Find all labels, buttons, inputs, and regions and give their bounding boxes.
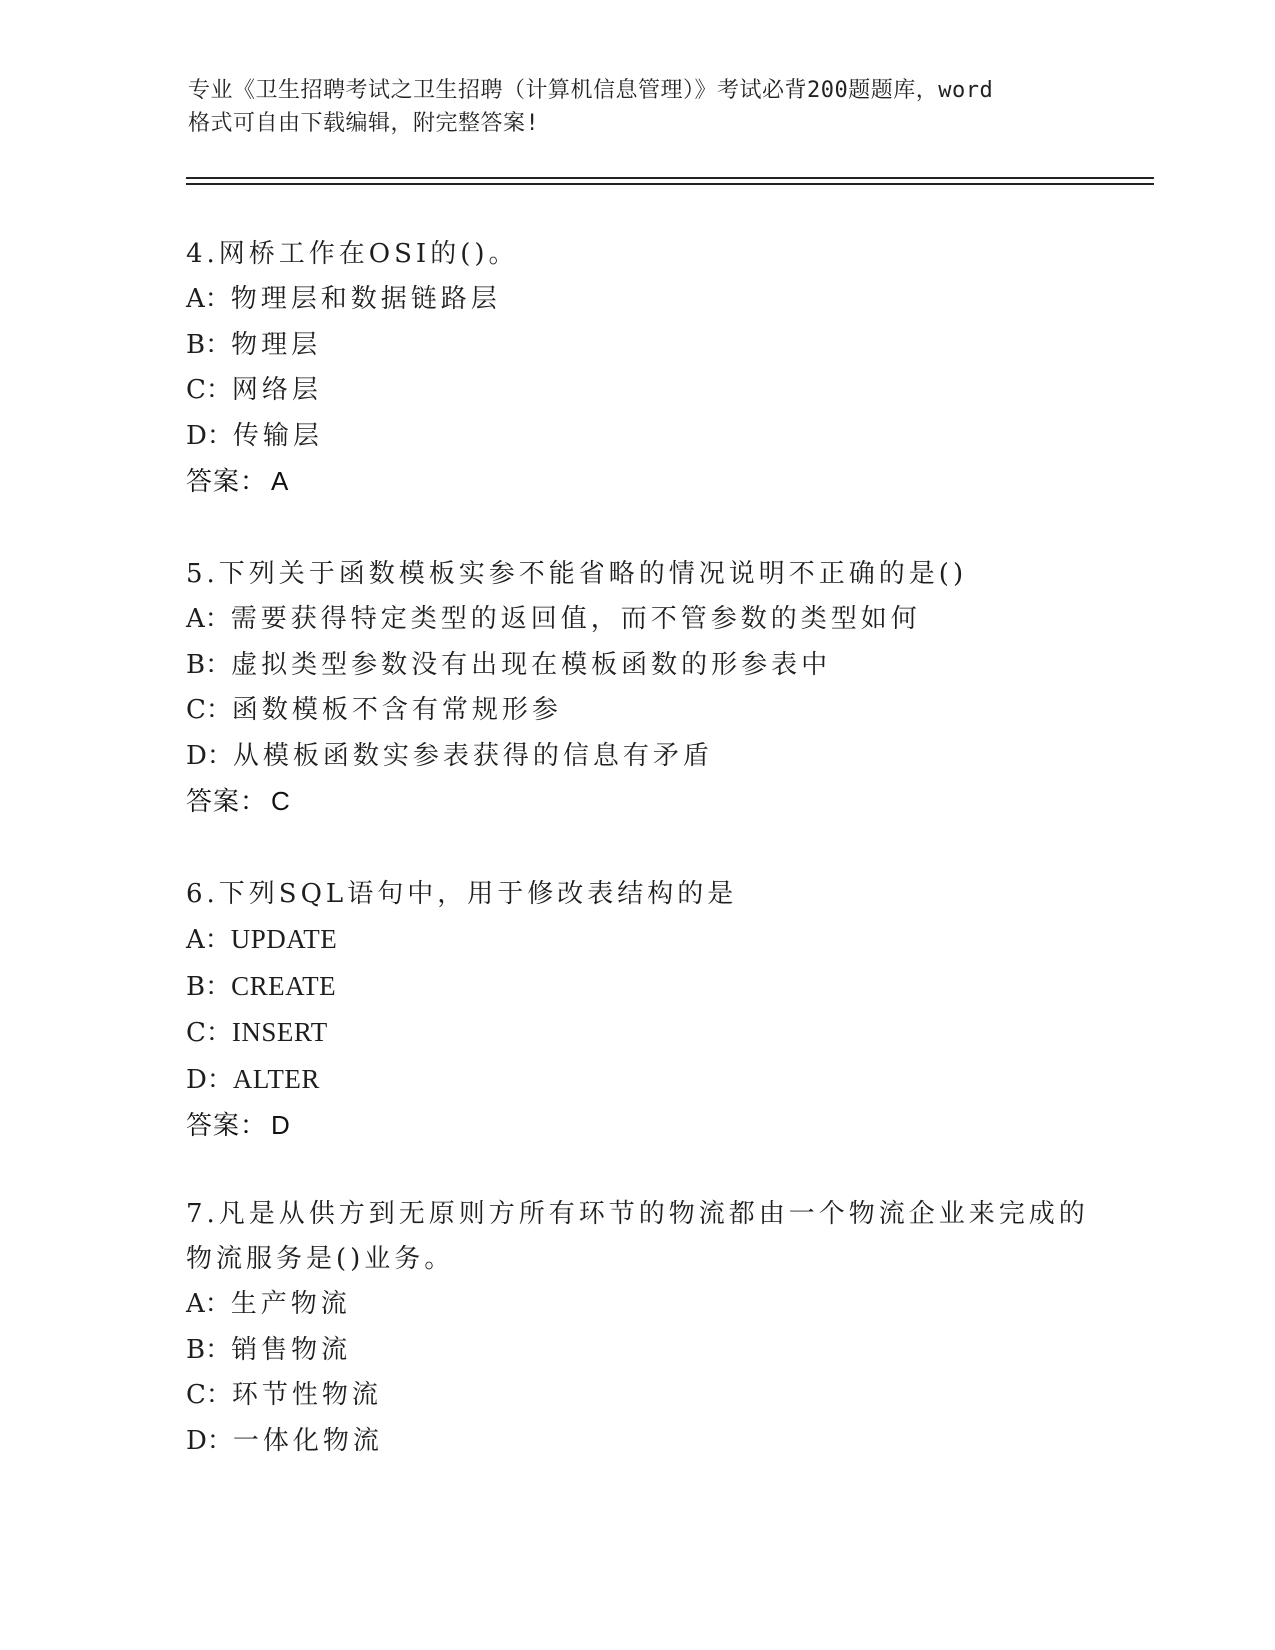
answer-line [186,1103,1086,1149]
answer-value: C [271,786,291,816]
option-text: 函数模板不含有常规形参 [231,695,562,725]
question-stem: 5.下列关于函数模板实参不能省略的情况说明不正确的是() [186,559,968,589]
option-c [186,1373,1086,1419]
question-stem: 4.网桥工作在OSI的()。 [186,239,519,269]
option-b [186,323,1086,369]
option-text: 一体化物流 [232,1425,383,1456]
option-letter: D： [186,1425,233,1456]
question-6 [186,872,1086,1149]
option-text: 销售物流 [231,1334,352,1365]
option-text: UPDATE [230,924,338,954]
option-letter: B： [186,1334,232,1365]
option-text: 生产物流 [230,1289,351,1319]
option-letter: D： [186,1064,233,1095]
option-text: 需要获得特定类型的返回值，而不管参数的类型如何 [230,604,921,634]
option-text: 传输层 [232,420,323,451]
option-text: 从模板函数实参表获得的信息有矛盾 [232,740,713,771]
option-text: 物理层 [231,329,322,360]
option-text: ALTER [232,1063,320,1094]
option-text: CREATE [231,970,337,1001]
answer-line [186,779,1086,825]
option-c [186,1010,1086,1057]
answer-line [186,459,1086,505]
answer-label: 答案： [186,467,268,497]
answer-value: A [271,466,290,496]
option-letter: D： [186,740,233,771]
document-header [188,74,1088,140]
option-letter: A： [186,604,231,634]
option-letter: D： [186,420,233,451]
option-letter: B： [186,971,232,1002]
answer-label: 答案： [186,1111,268,1141]
option-letter: B： [186,649,232,680]
option-text: 物理层和数据链路层 [230,284,501,314]
option-text: 网络层 [231,375,322,405]
option-a [186,597,1086,643]
option-letter: C： [186,695,232,725]
question-5 [186,552,1086,825]
option-letter: B： [186,329,232,360]
question-stem-line-1: 7.凡是从供方到无原则方所有环节的物流都由一个物流企业来完成的 [186,1199,1089,1229]
option-a [186,917,1086,964]
header-divider-bottom [186,183,1154,185]
answer-value: D [271,1110,291,1140]
question-7 [186,1192,1089,1464]
option-text: 环节性物流 [231,1380,382,1410]
option-c [186,368,1086,414]
option-letter: C： [186,1018,232,1048]
option-text: 虚拟类型参数没有出现在模板函数的形参表中 [231,649,832,680]
option-b [186,1328,1086,1374]
option-d [186,1057,1086,1104]
option-letter: C： [186,375,232,405]
option-letter: A： [186,925,231,955]
option-d [186,1419,1086,1465]
question-4 [186,232,1086,505]
option-b [186,964,1086,1011]
answer-label: 答案： [186,787,268,817]
option-letter: A： [186,284,231,314]
option-d [186,414,1086,460]
option-c [186,688,1086,734]
option-b [186,643,1086,689]
option-a [186,277,1086,323]
option-text: INSERT [231,1017,328,1047]
header-divider-top [186,177,1154,179]
question-stem-line-2: 物流服务是()业务。 [186,1244,455,1274]
header-title-line-2: 格式可自由下载编辑，附完整答案! [188,111,540,136]
question-stem: 6.下列SQL语句中，用于修改表结构的是 [186,879,738,909]
option-d [186,734,1086,780]
option-letter: A： [186,1289,231,1319]
option-letter: C： [186,1380,232,1410]
header-title-line-1: 专业《卫生招聘考试之卫生招聘（计算机信息管理）》考试必背200题题库，word [188,78,994,103]
option-a [186,1282,1086,1328]
